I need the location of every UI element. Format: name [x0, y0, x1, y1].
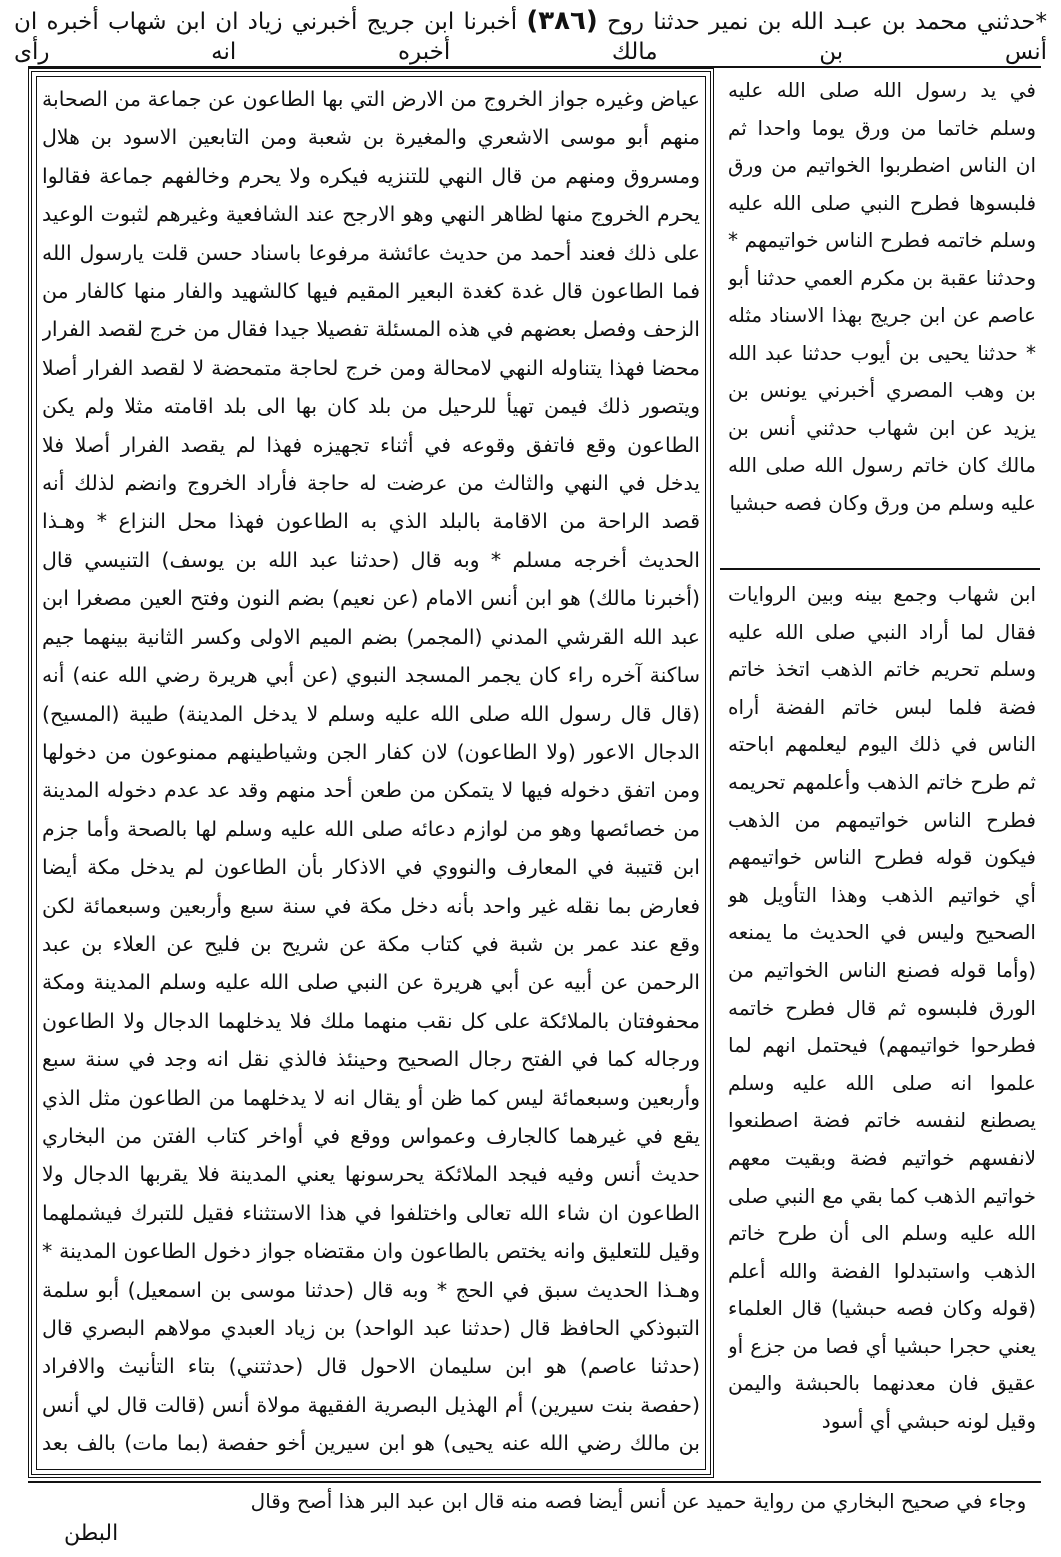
margin-column: [720, 68, 1040, 1478]
header-left-text: أخبرنا ابن جريج أخبرني زياد ان ابن شهاب أخبره ان أنس بن مالك أخبره انه رأى: [14, 9, 1047, 65]
margin-hadith-text: في يد رسول الله صلى الله عليه وسلم خاتما من ورق يوما واحدا ثم ان الناس اضطربوا الخواتيم من ورق فلبسوها فطرح النبي صلى الله عليه وسلم خاتمه فطرح الناس خواتيمهم * وحدثنا عقبة بن مكرم العمي حدثنا أبو عاصم عن ابن جريج بهذا الاسناد مثله * حدثنا يحيى بن أيوب حدثنا عبد الله بن وهب المصري أخبرني يونس بن يزيد عن ابن شهاب حدثني أنس بن مالك كان خاتم رسول الله صلى الله عليه وسلم من ورق وكان فصه حبشيا: [728, 78, 1036, 515]
catchword: البطن: [64, 1521, 119, 1546]
running-header: [14, 6, 1047, 68]
page-frame: [28, 68, 1040, 1480]
margin-footer-line: وجاء في صحيح البخاري من رواية حميد عن أنس أيضا فصه منه قال ابن عبد البر هذا أصح وقال: [250, 1489, 1027, 1513]
main-commentary-text: عياض وغيره جواز الخروج من الارض التي بها الطاعون عن جماعة من الصحابة منهم أبو موسى الاشعري والمغيرة بن شعبة ومن التابعين الاسود بن هلال ومسروق ومنهم من قال النهي للتنزيه فيكره ولا يحرم وخالفهم جماعة فقالوا يحرم الخروج منها لظاهر النهي وهو الارجح عند الشافعية وغيرهم لثبوت الوعيد على ذلك فعند أحمد من حديث عائشة مرفوعا باسناد حسن قلت يارسول الله فما الطاعون قال غدة كغدة البعير المقيم فيها كالشهيد والفار منها كالفار من الزحف وفصل بعضهم في هذه المسئلة تفصيلا جيدا فقال من خرج لقصد الفرار محضا فهذا يتناوله النهي لامحالة ومن خرج لحاجة متمحضة لا لقصد الفرار أصلا ويتصور ذلك فيمن تهيأ للرحيل من بلد كان بها الى بلد اقامته مثلا ولم يكن الطاعون وقع فاتفق وقوعه في أثناء تجهيزه فهذا لم يقصد الفرار أصلا فلا يدخل في النهي والثالث من عرضت له حاجة فأراد الخروج وانضم لذلك أنه قصد الراحة من الاقامة بالبلد الذي به الطاعون فهذا محل النزاع * وهـذا الحديث أخرجه مسلم * وبه قال (حدثنا عبد الله بن يوسف) التنيسي قال (أخبرنا مالك) هو ابن أنس الامام (عن نعيم) بضم النون وفتح العين مصغرا ابن عبد الله القرشي المدني (المجمر) بضم الميم الاولى وكسر الثانية بينهما جيم ساكنة آخره راء كان يجمر المسجد النبوي (عن أبي هريرة رضي الله عنه) أنه (قال قال رسول الله صلى الله عليه وسلم لا يدخل المدينة) طيبة (المسيح) الدجال الاعور (ولا الطاعون) لان كفار الجن وشياطينهم ممنوعون من دخولها ومن اتفق دخوله فيها لا يتمكن من طعن أحد منهم وقد عد عدم دخوله المدينة من خصائصها وهو من لوازم دعائه صلى الله عليه وسلم لها بالصحة وأما جزم ابن قتيبة في المعارف والنووي في الاذكار بأن الطاعون لم يدخل مكة أيضا فعارض بما نقله غير واحد بأنه دخل مكة في سنة سبع وأربعين وسبعمائة لكن وقع عند عمر بن شبة في كتاب مكة عن شريح بن فليح عن العلاء بن عبد الرحمن عن أبيه عن أبي هريرة عن النبي صلى الله عليه وسلم المدينة ومكة محفوفتان بالملائكة على كل نقب منهما ملك فلا يدخلهما الدجال ولا الطاعون ورجاله كما في الفتح رجال الصحيح وحينئذ فالذي نقل انه وجد في سنة سبع وأربعين وسبعمائة ليس كما ظن أو يقال انه لا يدخلهما من الطاعون مثل الذي يقع في غيرهما كالجارف وعمواس ووقع في أواخر كتاب الفتن من البخاري حديث أنس وفيه فيجد الملائكة يحرسونها يعني المدينة فلا يقربها الدجال ولا الطاعون ان شاء الله تعالى واختلفوا في هذا الاستثناء فقيل للتبرك فيشملهما وقيل للتعليق وانه يختص بالطاعون وان مقتضاه جواز دخول الطاعون المدينة * وهـذا الحديث سبق في الحج * وبه قال (حدثنا موسى بن اسمعيل) أبو سلمة التبوذكي الحافظ قال (حدثنا عبد الواحد) بن زياد العبدي مولاهم البصري قال (حدثنا عاصم) هو ابن سليمان الاحول قال (حدثتني) بتاء التأنيث والافراد (حفصة بنت سيرين) أم الهذيل البصرية الفقيهة مولاة أنس (قالت قال لي أنس بن مالك رضي الله عنه يحيى) هو ابن سيرين أخو حفصة (بما مات) بالف بعد: [42, 87, 700, 1456]
main-commentary-box: [28, 68, 714, 1478]
margin-divider: [720, 568, 1040, 570]
header-right-text: *حدثني محمد بن عبـد الله بن نمير حدثنا روح: [606, 9, 1047, 35]
page-number: (٣٨٦): [526, 6, 598, 36]
margin-commentary-text: ابن شهاب وجمع بينه وبين الروايات فقال لما أراد النبي صلى الله عليه وسلم تحريم خاتم الذهب اتخذ خاتم فضة فلما لبس خاتم الفضة أراه الناس في ذلك اليوم ليعلمهم اباحته ثم طرح خاتم الذهب وأعلمهم تحريمه فطرح الناس خواتيمهم من الذهب فيكون قوله فطرح الناس خواتيمهم أي خواتيم الذهب وهذا التأويل هو الصحيح وليس في الحديث ما يمنعه (وأما قوله فصنع الناس الخواتيم من الورق فلبسوه ثم قال فطرح خاتمه فطرحوا خواتيمهم) فيحتمل انهم لما علموا انه صلى الله عليه وسلم يصطنع لنفسه خاتم فضة اصطنعوا لانفسهم خواتيم فضة وبقيت معهم خواتيم الذهب كما بقي مع النبي صلى الله عليه وسلم الى أن طرح خاتم الذهب واستبدلوا الفضة والله أعلم (قوله وكان فصه حبشيا) قال العلماء يعني حجرا حبشيا أي فصا من جزع أو عقيق فان معدنهما بالحبشة واليمن وقيل لونه حبشي أي أسود: [728, 582, 1036, 1434]
bottom-rule: [28, 1481, 1041, 1483]
